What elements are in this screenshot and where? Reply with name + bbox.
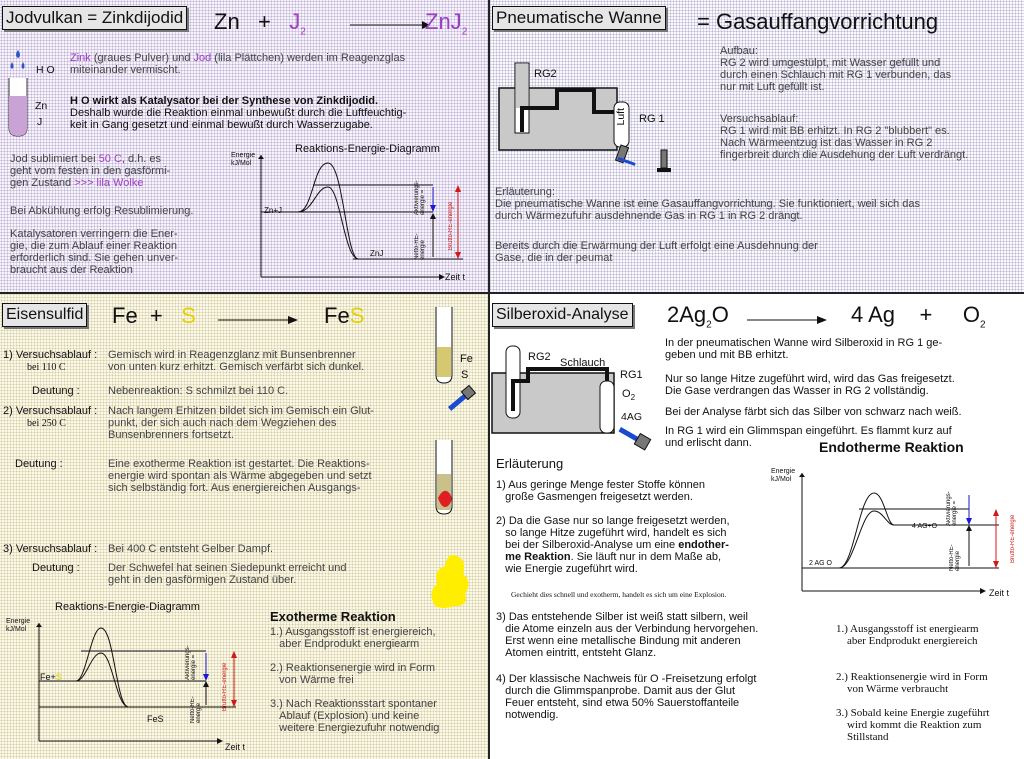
erlaeuterung-heading: Erläuterung — [496, 456, 564, 471]
title-equation: = Gasauffangvorrichtung — [697, 9, 939, 34]
ag-label: 4AG — [621, 411, 643, 423]
diagram-title: Reaktions-Energie-Diagramm — [295, 143, 440, 155]
panel-pneumatische-wanne — [489, 0, 1024, 293]
brutto-label: Brutto-RE-energie — [448, 201, 454, 250]
eq-product: ZnJ$_2$ — [425, 9, 468, 38]
section-title-jodvulkan: Jodvulkan = Zinkdijodid — [2, 6, 187, 30]
reaction-arrow-fes — [218, 315, 298, 325]
d1-label: Deutung : — [32, 385, 80, 397]
v1-label: 1) Versuchsablauf : bei 110 C — [3, 349, 98, 373]
silberoxid-color-text: Bei der Analyse färbt sich das Silber von schwarz nach weiß. — [665, 406, 962, 418]
rg2-label: RG2 — [534, 68, 557, 80]
product-label-fes: FeS — [147, 714, 164, 724]
brutto-label-fes: Brutto-RE-energie — [222, 662, 228, 711]
product-label: ZnJ — [370, 249, 384, 258]
tube-s-label: S — [461, 369, 469, 381]
sublimation-text: Jod sublimiert bei 50 C, d.h. es geht vom festen in den gasförmi- gen Zustand >>> lila Wolke — [10, 153, 171, 189]
endotherm-title: Endotherme Reaktion — [819, 439, 964, 455]
v3-text: Bei 400 C entsteht Gelber Dampf. — [108, 543, 274, 555]
panel-eisensulfid — [0, 293, 489, 759]
endotherm-list: 1.) Ausgangsstoff ist energiearm aber Endprodukt energiereich 2.) Reaktionsenergie wird in Form von Wärme verbraucht 3.) Sobald keine Energie zugeführt wird kommt die Reaktion zum Stillstand — [836, 623, 990, 743]
v1-text: Gemisch wird in Reagenzglanz mit Bunsenbrenner von unten kurz erhitzt. Gemisch verfärbt sich dunkel. — [108, 349, 365, 373]
d1-text: Nebenreaktion: S schmilzt bei 110 C. — [108, 385, 289, 397]
horizontal-divider — [0, 292, 1024, 294]
erlaeuterung-2: 2) Da die Gase nur so lange freigesetzt werden, so lange Hitze zugeführt wird, handelt es sich bei der Silberoxid-Analyse um eine endother- me Reaktion. Sie läuft nur in dem Maße ab, wie Energie zugeführt wird. — [496, 515, 730, 575]
eq-j: J — [289, 9, 301, 34]
v3-label: 3) Versuchsablauf : — [3, 543, 98, 555]
v2-text: Nach langem Erhitzen bildet sich im Gemisch ein Glut- punkt, der sich auch nach dem Wegziehen des Bunsenbrenners fortsetzt. — [108, 405, 374, 441]
panel-silberoxid — [489, 293, 1024, 759]
tube-and-flame-2 — [430, 438, 470, 538]
netto-label-fes: Netto-RE- energie — [190, 696, 202, 723]
label-h2o: H O — [36, 64, 55, 76]
x-axis-label-ag: Zeit t — [989, 588, 1010, 598]
d3-label: Deutung : — [32, 562, 80, 574]
panel-zinkdijodid — [0, 0, 489, 293]
vertical-divider — [488, 0, 490, 759]
product-label-ag: 4 AG+O — [912, 523, 938, 530]
energy-diagram-ag — [799, 473, 1019, 598]
glimmspan-text: In RG 1 wird ein Glimmspan eingeführt. Es flammt kurz auf und erlischt dann. — [665, 425, 952, 449]
label-j: J — [37, 116, 43, 128]
activation-label: Aktivierungs- energie = — [414, 180, 426, 215]
eq-j-sub: 2 — [300, 26, 306, 38]
activation-label-fes: Aktivierungs- energie = — [185, 645, 197, 680]
equation-eisensulfid: Fe + S — [112, 303, 196, 328]
eq-products-ag: 4 Ag + $O_2$ — [851, 302, 986, 331]
versuchsablauf-text: Versuchsablauf: RG 1 wird mit BB erhitzt. In RG 2 "blubbert" es. Nach Wärmeentzug ist das Wasser in RG 2 fingerbreit durch die Ausdehung der Luft verdrängt. — [720, 113, 969, 161]
rg2-label-ag: RG2 — [528, 351, 551, 363]
equation-silberoxid: $2Ag_2O$ — [667, 302, 729, 331]
rg1-label-ag: RG1 — [620, 369, 643, 381]
activation-label-ag: Aktivierungs- energie = — [946, 491, 958, 526]
luft-label: Luft — [615, 108, 627, 126]
section-title-silberoxid: Silberoxid-Analyse — [492, 303, 633, 327]
d3-text: Der Schwefel hat seinen Siedepunkt erreicht und geht in den gasförmigen Zustand über. — [108, 562, 347, 586]
schlauch-label: Schlauch — [560, 357, 606, 369]
intro-text: Zink (graues Pulver) und Jod (lila Plättchen) werden im Reagenzglas miteinander vermischt. — [70, 52, 406, 76]
diagram-title-fes: Reaktions-Energie-Diagramm — [55, 601, 200, 613]
erlaeuterung-4: 4) Der klassische Nachweis für O -Freisetzung erfolgt durch die Glimmspanprobe. Damit aus der Glut Feuer entsteht, sind etwa 50% Sauerstoffanteile notwendig. — [496, 673, 757, 721]
equation-zinkdijodid — [214, 9, 306, 45]
exotherm-list: 1.) Ausgangsstoff ist energiereich, aber Endprodukt energiearm 2.) Reaktionsenergie wird in Form von Wärme frei 3.) Nach Reaktionsstart spontaner Ablauf (Explosion) und keine weitere Energiezufuhr notwendig — [270, 626, 440, 734]
eq-zn: Zn — [214, 9, 240, 34]
netto-label: Netto-RE- energie — [414, 233, 426, 260]
silberoxid-intro: In der pneumatischen Wanne wird Silberoxid in RG 1 ge- geben und mit BB erhitzt. — [665, 337, 943, 361]
energy-diagram-zn — [258, 155, 478, 285]
netto-label-ag: Netto-RE- energie — [949, 544, 961, 571]
d2-text: Eine exotherme Reaktion ist gestartet. Die Reaktions- energie wird spontan als Wärme abgegeben und setzt sich selbständig fort. Aus energiereichen Ausgangs- — [108, 458, 372, 494]
y-axis-label-fes: Energie kJ/Mol — [6, 618, 31, 633]
y-axis-label: Energie kJ/Mol — [231, 152, 256, 167]
eq-product-fes: FeS — [324, 303, 365, 328]
eq-plus: + — [258, 9, 271, 34]
erlaeuterung-text: Erläuterung: Die pneumatische Wanne ist eine Gasauffangvorrichtung. Sie funktioniert, weil sich das durch Wärmezufuhr ausdehnende Gas in RG 1 in RG 2 drängt. — [495, 186, 920, 222]
brutto-label-ag: Brutto-RE-energie — [1010, 514, 1016, 563]
catalyst-info-text: Katalysatoren verringern die Ener- gie, die zum Ablauf einer Reaktion erforderlich sind. Sie gehen unver- braucht aus der Reaktion — [10, 228, 179, 276]
erlaeuterung-1: 1) Aus geringe Menge fester Stoffe können große Gasmengen freigesetzt werden. — [496, 479, 705, 503]
label-zn: Zn — [35, 100, 48, 112]
yellow-vapour — [425, 548, 470, 618]
erlaeuterung-3: 3) Das entstehende Silber ist weiß statt silbern, weil die Atome einzeln aus der Verbindung hervorgehen. Erst wenn eine metallische Bindung mit anderen Atomen eintritt, entsteht Glanz. — [496, 611, 759, 659]
tube-and-burner-1 — [430, 305, 485, 445]
reaction-arrow — [350, 20, 430, 30]
silberoxid-gas-text: Nur so lange Hitze zugeführt wird, wird das Gas freigesetzt. Die Gase verdrangen das Wasser in RG 2 vollständig. — [665, 373, 955, 397]
test-tube-zn-j — [6, 48, 34, 140]
katalysator-text: H O wirkt als Katalysator bei der Synthese von Zinkdijodid. Deshalb wurde die Reaktion einmal unbewußt durch die Luftfeuchtig- keit in Gang gesetzt und einmal bewußt durch Wasserzugabe. — [70, 95, 407, 131]
section-title-pneumatische-wanne: Pneumatische Wanne — [492, 6, 666, 30]
aufbau-text: Aufbau: RG 2 wird umgestülpt, mit Wasser gefüllt und durch einen Schlauch mit RG 1 verbunden, das nur mit Luft gefüllt ist. — [720, 45, 952, 93]
reaction-arrow-ag — [747, 315, 827, 325]
x-axis-label: Zeit t — [445, 272, 466, 282]
erwaermung-text: Bereits durch die Erwärmung der Luft erfolgt eine Ausdehnung der Gase, die in der peumat — [495, 240, 818, 264]
tube-fe-label: Fe — [460, 353, 473, 365]
v2-label: 2) Versuchsablauf : bei 250 C — [3, 405, 98, 429]
o2-label: $O_2$ — [622, 388, 636, 403]
reactant-label-fes: Fe+S — [40, 672, 62, 682]
rg1-label: RG 1 — [639, 113, 665, 125]
section-title-eisensulfid: Eisensulfid — [2, 303, 87, 327]
reactant-label-ag: 2 AG O — [809, 560, 832, 567]
y-axis-label-ag: Energie kJ/Mol — [771, 468, 796, 483]
x-axis-label-fes: Zeit t — [225, 742, 246, 752]
d2-label: Deutung : — [15, 458, 63, 470]
exotherm-title: Exotherme Reaktion — [270, 609, 396, 624]
energy-diagram-fes — [36, 623, 246, 753]
reactant-label: Zn+J — [264, 206, 283, 215]
explosion-note: Gechieht dies schnell und exotherm, handelt es sich um eine Explosion. — [511, 590, 727, 599]
burner-icon — [619, 423, 659, 463]
resublimation-text: Bei Abkühlung erfolg Resublimierung. — [10, 205, 194, 217]
